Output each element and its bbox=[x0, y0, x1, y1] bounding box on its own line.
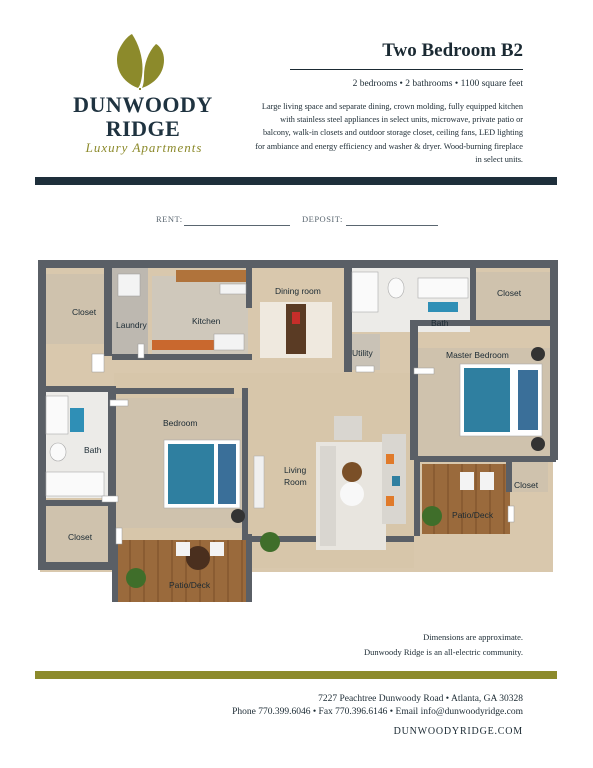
deposit-label: DEPOSIT: bbox=[302, 214, 343, 224]
room-label-kitchen: Kitchen bbox=[192, 316, 221, 326]
rent-label: RENT: bbox=[156, 214, 183, 224]
footer-contact: Phone 770.399.6046 • Fax 770.396.6146 • Email info@dunwoodyridge.com bbox=[232, 707, 523, 717]
room-label-patio-bottom: Patio/Deck bbox=[169, 580, 211, 590]
room-label-closet-bottom-left: Closet bbox=[68, 532, 93, 542]
community-note: Dunwoody Ridge is an all-electric community. bbox=[363, 647, 523, 657]
room-label-living-line1: Living bbox=[284, 465, 307, 475]
header-divider-band bbox=[35, 177, 557, 185]
brand-tagline: Luxury Apartments bbox=[85, 140, 203, 155]
title-divider bbox=[290, 69, 523, 70]
unit-specs: 2 bedrooms • 2 bathrooms • 1100 square feet bbox=[352, 79, 523, 89]
room-label-closet-right: Closet bbox=[514, 480, 539, 490]
room-label-laundry: Laundry bbox=[116, 320, 147, 330]
page-title: Two Bedroom B2 bbox=[382, 40, 523, 61]
room-label-utility: Utility bbox=[352, 348, 373, 358]
brand-name-line2: RIDGE bbox=[105, 116, 181, 141]
room-label-living-line2: Room bbox=[284, 477, 307, 487]
brand-name-line1: DUNWOODY bbox=[73, 92, 213, 117]
room-label-bedroom: Bedroom bbox=[163, 418, 198, 428]
deposit-field-line bbox=[346, 225, 438, 226]
room-label-dining: Dining room bbox=[275, 286, 321, 296]
brand-logo bbox=[60, 30, 230, 160]
room-label-patio-right: Patio/Deck bbox=[452, 510, 494, 520]
footer-divider-band bbox=[35, 671, 557, 679]
room-label-master-bedroom: Master Bedroom bbox=[446, 350, 509, 360]
room-label-closet-top-right: Closet bbox=[497, 288, 522, 298]
footer-address: 7227 Peachtree Dunwoody Road • Atlanta, GA 30328 bbox=[318, 694, 523, 704]
room-label-bath-left: Bath bbox=[84, 445, 102, 455]
room-label-closet-top-left: Closet bbox=[72, 307, 97, 317]
unit-description: Large living space and separate dining, crown molding, fully equipped kitchen with stainless steel appliances in select units, microwave, private patio or balcony, walk-in closets and outdoor storage closet, ceiling fans, LED lighting for ambiance and energy efficiency and washer & dryer. Wood-burning fireplace in select units. bbox=[255, 102, 523, 164]
footer-website-link[interactable]: DUNWOODYRIDGE.COM bbox=[393, 726, 523, 737]
floor-plan bbox=[34, 258, 559, 608]
dimensions-note: Dimensions are approximate. bbox=[423, 632, 523, 642]
floor-plan-drawing bbox=[34, 258, 559, 608]
leaf-logo-icon bbox=[112, 32, 172, 92]
room-label-bath-top: Bath bbox=[431, 318, 449, 328]
rent-field-line bbox=[184, 225, 290, 226]
